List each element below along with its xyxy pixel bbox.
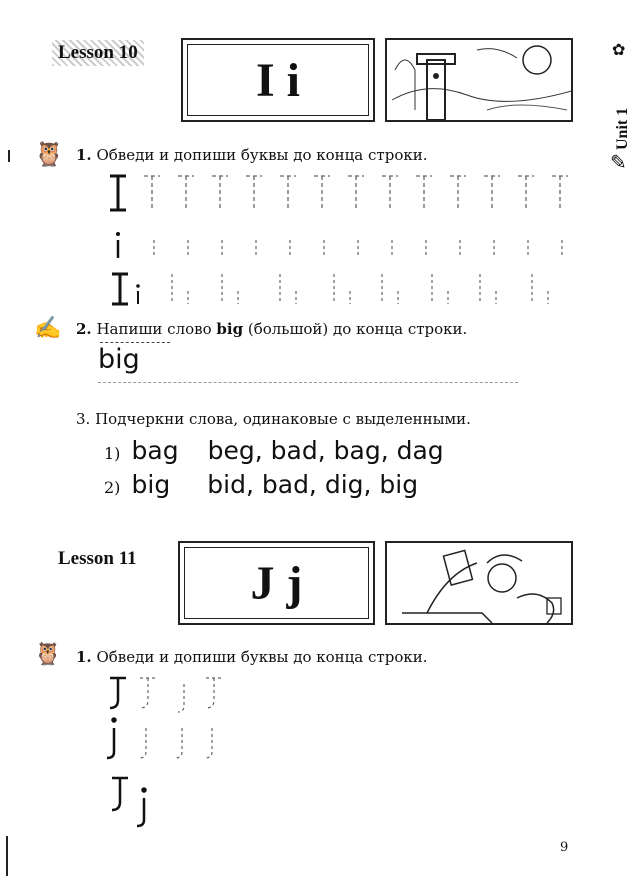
target-word: bag bbox=[131, 436, 179, 465]
writing-hand-icon: ✍ bbox=[34, 316, 62, 341]
letter-i-character-illustration bbox=[387, 40, 573, 122]
j-trace-glyphs bbox=[104, 670, 264, 830]
trace-row-pair-ii bbox=[108, 268, 608, 314]
lesson-10-task-2 bbox=[76, 320, 467, 338]
letter-box-frame bbox=[187, 44, 369, 116]
page-number: 9 bbox=[560, 840, 569, 855]
lesson-11-task-1 bbox=[76, 648, 428, 666]
pencil-icon: ✎ bbox=[610, 150, 627, 174]
task-prefix: Напиши слово bbox=[96, 320, 217, 338]
task-text: Обведи и допиши буквы до конца строки. bbox=[96, 648, 428, 666]
task-text: Обведи и допиши буквы до конца строки. bbox=[96, 146, 428, 164]
margin-mark bbox=[8, 150, 10, 162]
task-text: Подчеркни слова, одинаковые с выделенными. bbox=[95, 410, 471, 428]
lesson-10-illustration bbox=[385, 38, 573, 122]
word-row-1 bbox=[104, 436, 444, 465]
task-number: 1. bbox=[76, 648, 92, 666]
target-word: big bbox=[131, 470, 171, 499]
genie-letter-j-illustration bbox=[387, 543, 573, 625]
owl-pencil-icon: 🦉 bbox=[34, 140, 64, 168]
trace-block-j bbox=[104, 670, 264, 834]
lesson-11-letter-box bbox=[178, 541, 375, 625]
task-number: 2. bbox=[76, 320, 92, 338]
word-row-2 bbox=[104, 470, 418, 499]
lesson-10-letters: I i bbox=[255, 53, 300, 107]
task-suffix: (большой) до конца строки. bbox=[243, 320, 468, 338]
capital-i-trace-glyphs bbox=[108, 168, 608, 218]
task-number: 3. bbox=[76, 410, 91, 428]
margin-mark bbox=[6, 836, 8, 876]
letter-box-frame bbox=[184, 547, 369, 619]
trace-row-small-i bbox=[108, 226, 608, 266]
row-index: 2) bbox=[104, 478, 121, 497]
unit-1-tab: Unit 1 bbox=[614, 107, 631, 150]
lesson-11-label: Lesson 11 bbox=[58, 548, 137, 569]
lesson-10-letter-box bbox=[181, 38, 375, 122]
lesson-10-task-3 bbox=[76, 410, 471, 428]
row-index: 1) bbox=[104, 444, 121, 463]
lesson-10-task-1 bbox=[76, 146, 428, 164]
lesson-11-illustration bbox=[385, 541, 573, 625]
small-i-trace-glyphs bbox=[108, 226, 608, 262]
decor-icon: ✿ bbox=[612, 40, 626, 59]
owl-pencil-icon: 🦉 bbox=[34, 642, 62, 667]
task-number: 1. bbox=[76, 146, 92, 164]
writing-line bbox=[98, 382, 518, 383]
sample-word-big: big bbox=[98, 344, 140, 375]
lesson-11-letters: J j bbox=[250, 556, 303, 610]
trace-row-capital-i bbox=[108, 168, 608, 222]
word-options: beg, bad, bag, dag bbox=[207, 436, 444, 465]
task-highlight-word: big bbox=[216, 320, 244, 338]
word-options: bid, bad, dig, big bbox=[207, 470, 419, 499]
pair-ii-trace-glyphs bbox=[108, 268, 608, 310]
lesson-10-label: Lesson 10 bbox=[52, 40, 144, 66]
